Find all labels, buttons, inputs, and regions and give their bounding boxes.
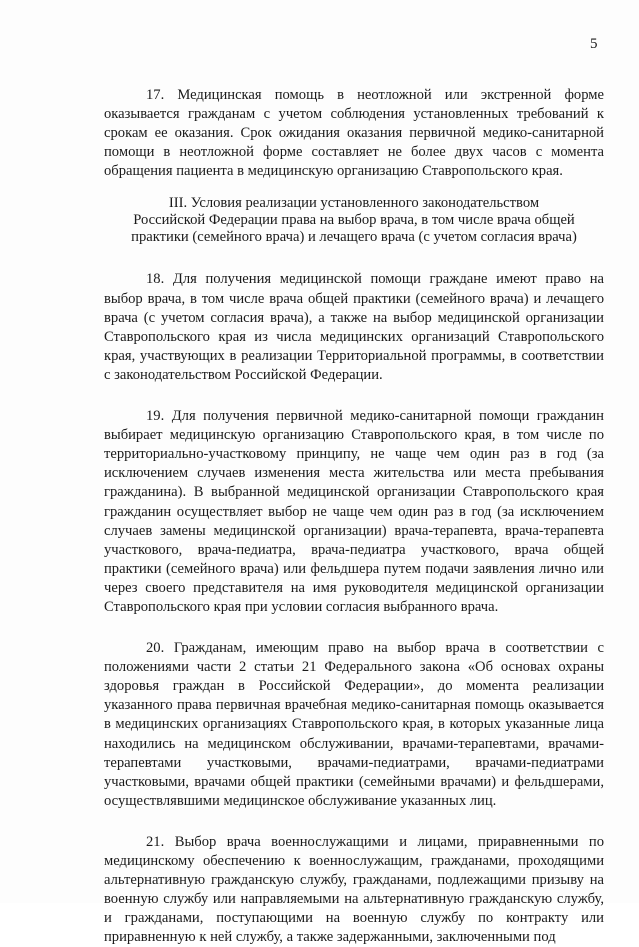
page-number: 5 [590,36,598,52]
paragraph-20: 20. Гражданам, имеющим право на выбор врача в соответствии с положениями части 2 статьи 21 Федерального закона «Об основах охраны здоровья граждан в Российской Федерации», до момента реализации указанного права первичная врачебная медико-санитарная помощь оказывается в медицинских организациях Ставропольского края, в которых указанные лица находились на медицинском обслуживании, врачами-терапевтами, врачами-терапевтами участковыми, врачами-педиатрами, врачами-педиатрами участковыми, врачами общей практики (семейными врачами) и фельдшерами, осуществлявшими медицинское обслуживание указанных лиц. [104,640,604,809]
section-heading [104,195,604,246]
section-heading-line-3: практики (семейного врача) и лечащего врача (с учетом согласия врача) [131,229,577,246]
paragraph-17: 17. Медицинская помощь в неотложной или экстренной форме оказывается гражданам с учетом соблюдения установленных требований к срокам ее оказания. Срок ожидания оказания первичной медико-санитарной помощи в неотложной форме составляет не более двух часов с момента обращения пациента в медицинскую организацию Ставропольского края. [104,87,604,180]
paragraph-19: 19. Для получения первичной медико-санитарной помощи гражданин выбирает медицинскую организацию Ставропольского края, в том числе по территориально-участковому принципу, не чаще чем один раз в год (за исключением случаев изменения места жительства или места пребывания гражданина). В выбранной медицинской организации Ставропольского края гражданин осуществляет выбор не чаще чем один раз в год (за исключением случаев замены медицинской организации) врача-терапевта, врача-терапевта участкового, врача-педиатра, врача-педиатра участкового, врача общей практики (семейного врача) или фельдшера путем подачи заявления лично или через своего представителя на имя руководителя медицинской организации Ставропольского края при условии согласия выбранного врача. [104,408,604,615]
section-heading-line-2: Российской Федерации права на выбор врача, в том числе врача общей [133,212,575,229]
document-body [104,86,604,947]
paragraph-18: 18. Для получения медицинской помощи граждане имеют право на выбор врача, в том числе врача общей практики (семейного врача) и лечащего врача (с учетом согласия врача), а также на выбор медицинской организации Ставропольского края из числа медицинских организаций Ставропольского края, участвующих в реализации Территориальной программы, в соответствии с законодательством Российской Федерации. [104,271,604,383]
section-heading-line-1: III. Условия реализации установленного законодательством [168,195,540,212]
paragraph-21: 21. Выбор врача военнослужащими и лицами, приравненными по медицинскому обеспечению к военнослужащим, гражданами, проходящими альтернативную гражданскую службу, гражданами, подлежащими призыву на военную службу или направляемыми на альтернативную гражданскую службу, и гражданами, поступающими на военную службу по контракту или приравненную к ней службу, а также задержанными, заключенными под [104,833,604,946]
